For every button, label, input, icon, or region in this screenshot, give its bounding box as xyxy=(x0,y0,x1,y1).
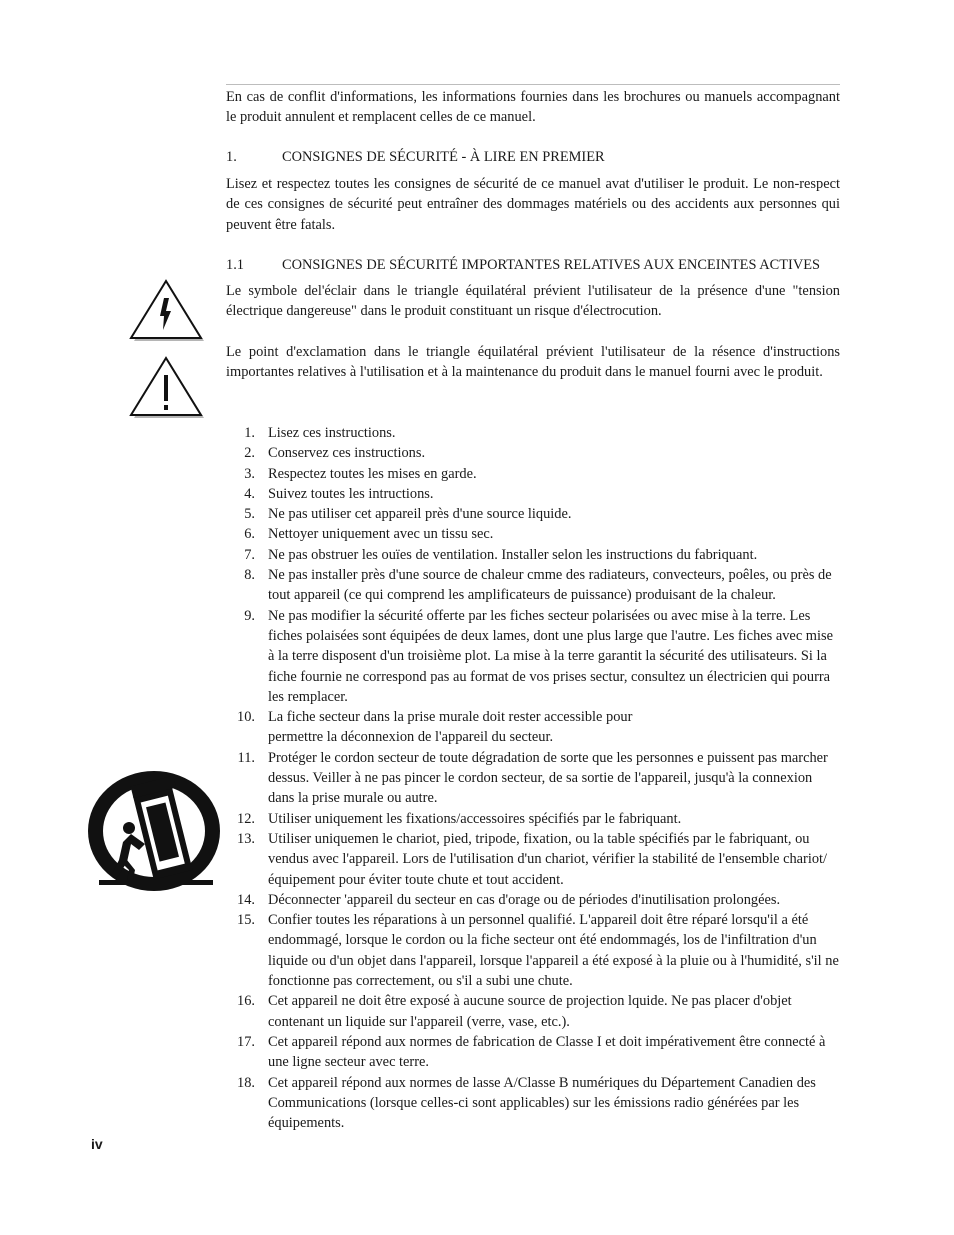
list-item-text: Nettoyer uniquement avec un tissu sec. xyxy=(268,526,494,543)
list-item xyxy=(226,423,840,443)
section-1-paragraph: Lisez et respectez toutes les consignes de sécurité de ce manuel avat d'utiliser le produit. Le non-respect de ces consignes de sécurité peut entraîner des dommages matériels ou des accidents aux personnes qui peuvent être fatals. xyxy=(226,176,840,233)
cart-tip-over-warning-icon xyxy=(87,770,221,892)
list-item xyxy=(226,890,840,910)
list-item-number: 15. xyxy=(237,912,255,929)
list-item-number: 8. xyxy=(244,567,255,584)
list-item-text: Lisez ces instructions. xyxy=(268,425,396,441)
list-item-text-continued: permettre la déconnexion de l'appareil du secteur. xyxy=(268,729,554,746)
safety-instructions-list xyxy=(226,423,840,1133)
list-item-text: Cet appareil répond aux normes de fabrication de Classe I et doit impérativement être connecté à une ligne secteur avec terre. xyxy=(268,1033,826,1071)
list-item xyxy=(226,910,840,991)
list-item xyxy=(226,565,840,606)
section-1-number: 1. xyxy=(226,149,237,165)
list-item xyxy=(226,606,840,707)
lightning-symbol-paragraph: Le symbole del'éclair dans le triangle équilatéral prévient l'utilisateur de la présence d'une "tension électrique dangereuse" dans le produit constituant un risque d'électrocution. xyxy=(226,283,840,320)
list-item xyxy=(226,1073,840,1134)
list-item-number: 4. xyxy=(244,485,255,502)
page-number: iv xyxy=(91,1136,103,1152)
header-rule xyxy=(226,84,840,85)
exclamation-symbol-paragraph: Le point d'exclamation dans le triangle équilatéral prévient l'utilisateur de la résence d'instructions importantes relatives à l'utilisation et à la maintenance du produit dans le manuel fourni avec le produit. xyxy=(226,344,840,381)
list-item-text: Conservez ces instructions. xyxy=(268,445,426,462)
list-item xyxy=(226,504,840,524)
list-item xyxy=(226,991,840,1032)
list-item-number: 1. xyxy=(244,425,255,441)
list-item-text: Ne pas installer près d'une source de chaleur cmme des radiateurs, convecteurs, poêles, ou près de tout appareil (ce qui comprend les amplificateurs de puissance) produisant de la chaleur. xyxy=(268,567,832,604)
list-item-text: Confier toutes les réparations à un personnel qualifié. L'appareil doit être réparé lorsqu'il a été endommagé, lorsque le cordon ou la fiche secteur ont été endommagés, los de l'infiltration d'un liquide ou d'un objet dans l'appareil, lorsque l'appareil a été exposé à la pluie ou à l'humidité, s'il ne fonctionne pas correctement, ou s'il a subi une chute. xyxy=(268,912,839,990)
list-item xyxy=(226,464,840,484)
section-1-title: CONSIGNES DE SÉCURITÉ - À LIRE EN PREMIER xyxy=(282,149,605,165)
lightning-warning-triangle-icon xyxy=(128,278,206,342)
list-item-text: Cet appareil ne doit être exposé à aucune source de projection lquide. Ne pas placer d'objet contenant un liquide sur l'appareil (verre, vase, etc.). xyxy=(268,993,792,1030)
list-item-number: 3. xyxy=(244,465,255,482)
list-item-number: 6. xyxy=(244,526,255,543)
list-item xyxy=(226,1032,840,1073)
list-item-text: Respectez toutes les mises en garde. xyxy=(268,465,477,482)
list-item-text: Utiliser uniquemen le chariot, pied, tripode, fixation, ou la table spécifiés par le fabriquant, ou vendus avec l'appareil. Lors de l'utilisation d'un chariot, vérifier la stabilité de l'ensemble chariot/équipement pour éviter toute chute et tout accident. xyxy=(268,830,828,888)
list-item-text: Suivez toutes les intructions. xyxy=(268,485,434,502)
list-item-number: 17. xyxy=(237,1033,255,1050)
list-item-text: Utiliser uniquement les fixations/accessoires spécifiés par le fabriquant. xyxy=(268,810,682,827)
list-item-number: 12. xyxy=(237,810,255,827)
list-item-number: 2. xyxy=(244,445,255,462)
list-item xyxy=(226,443,840,463)
list-item-number: 5. xyxy=(244,506,255,523)
list-item-text: Ne pas modifier la sécurité offerte par les fiches secteur polarisées ou avec mise à la terre. Les fiches polaisées sont équipées de deux lames, dont une plus large que l'autre. Les fiches avec mise à la terre disposent d'un troisième plot. La mise à la terre garantit la sécurité des utilisateurs. Si la fiche fournie ne correspond pas au format de vos prises sectur, consultez un électricien qui pourra les remplacer. xyxy=(268,607,833,705)
list-item-number: 10. xyxy=(237,709,255,726)
section-1-1-title: CONSIGNES DE SÉCURITÉ IMPORTANTES RELATIVES AUX ENCEINTES ACTIVES xyxy=(282,257,821,273)
list-item xyxy=(226,809,840,829)
list-item-text: Ne pas obstruer les ouïes de ventilation. Installer selon les instructions du fabriquant. xyxy=(268,546,758,563)
section-1-1-number: 1.1 xyxy=(226,257,244,273)
list-item-number: 16. xyxy=(237,993,255,1010)
list-item-number: 14. xyxy=(237,891,255,908)
list-item-text: Déconnecter 'appareil du secteur en cas d'orage ou de périodes d'inutilisation prolongées. xyxy=(268,891,781,908)
list-item-number: 7. xyxy=(244,546,255,563)
list-item-text: Ne pas utiliser cet appareil près d'une source liquide. xyxy=(268,506,572,523)
section-1-1-heading xyxy=(226,255,820,275)
list-item xyxy=(226,545,840,565)
section-1-heading xyxy=(226,147,605,167)
list-item-text: La fiche secteur dans la prise murale doit rester accessible pour xyxy=(268,709,633,726)
list-item xyxy=(226,524,840,544)
list-item-number: 18. xyxy=(237,1074,255,1091)
list-item xyxy=(226,707,840,748)
list-item-number: 13. xyxy=(237,830,255,847)
list-item-number: 9. xyxy=(244,607,255,624)
list-item-text: Protéger le cordon secteur de toute dégradation de sorte que les personnes e puissent pas marcher dessus. Veiller à ne pas pincer le cordon secteur, de sa sortie de l'appareil, jusqu'à la connexion dans la prise murale ou autre. xyxy=(268,749,828,807)
list-item xyxy=(226,829,840,890)
list-item xyxy=(226,748,840,809)
exclamation-warning-triangle-icon xyxy=(128,355,206,419)
list-item-text: Cet appareil répond aux normes de lasse A/Classe B numériques du Département Canadien des Communications (lorsque celles-ci sont applicables) sur les émissions radio générées par les équipements. xyxy=(268,1074,816,1132)
list-item xyxy=(226,484,840,504)
intro-paragraph: En cas de conflit d'informations, les informations fournies dans les brochures ou manuels accompagnant le produit annulent et remplacent celles de ce manuel. xyxy=(226,89,840,126)
list-item-number: 11. xyxy=(237,749,255,766)
